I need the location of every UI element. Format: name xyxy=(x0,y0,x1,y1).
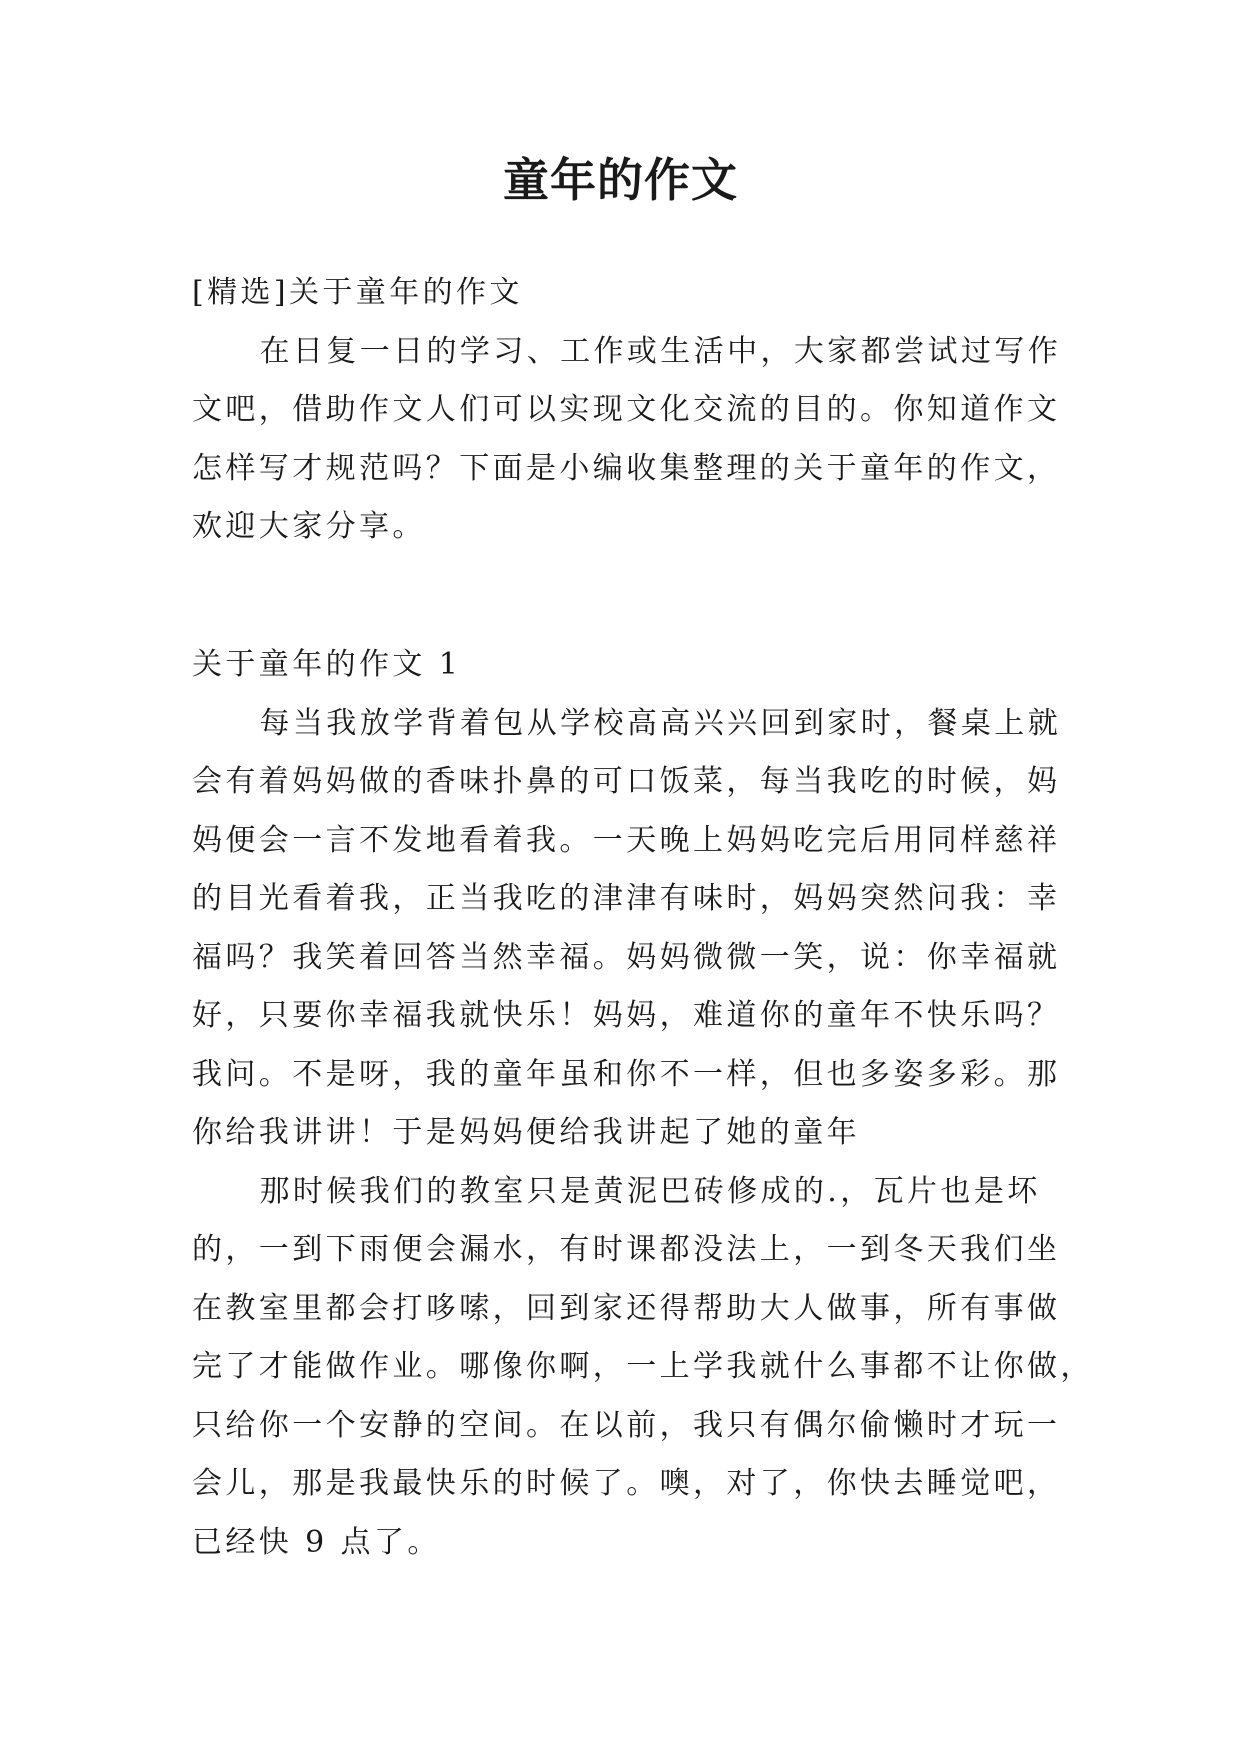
paragraph-line: 只给你一个安静的空间。在以前，我只有偶尔偷懒时才玩一 xyxy=(192,1407,1061,1443)
paragraph-line: 妈便会一言不发地看着我。一天晚上妈妈吃完后用同样慈祥 xyxy=(192,822,1061,858)
paragraph-line: 好，只要你幸福我就快乐！妈妈，难道你的童年不快乐吗？ xyxy=(192,998,1061,1033)
paragraph-line: 完了才能做作业。哪像你啊，一上学我就什么事都不让你做， xyxy=(192,1349,1094,1384)
paragraph-line: 福吗？我笑着回答当然幸福。妈妈微微一笑，说：你幸福就 xyxy=(192,939,1061,975)
intro-paragraph xyxy=(192,323,1068,557)
paragraph-line: 会儿，那是我最快乐的时候了。噢，对了，你快去睡觉吧， xyxy=(192,1466,1061,1501)
essay-paragraph-1 xyxy=(192,695,1068,1163)
intro-line: 在日复一日的学习、工作或生活中，大家都尝试过写作 xyxy=(259,333,1062,369)
section-heading: 关于童年的作文 1 xyxy=(192,647,462,682)
paragraph-line: 会有着妈妈做的香味扑鼻的可口饭菜，每当我吃的时候，妈 xyxy=(192,764,1061,799)
paragraph-line: 在教室里都会打哆嗦，回到家还得帮助大人做事，所有事做 xyxy=(192,1290,1061,1326)
document-title: 童年的作文 xyxy=(503,153,738,207)
subtitle: [精选]关于童年的作文 xyxy=(192,275,523,310)
essay-paragraph-2 xyxy=(192,1163,1094,1573)
intro-line: 欢迎大家分享。 xyxy=(192,509,426,544)
paragraph-line: 已经快 9 点了。 xyxy=(192,1524,441,1560)
essay-block xyxy=(192,636,1094,1572)
intro-line: 怎样写才规范吗？下面是小编收集整理的关于童年的作文， xyxy=(192,450,1061,486)
paragraph-line: 的目光看着我，正当我吃的津津有味时，妈妈突然问我：幸 xyxy=(192,881,1061,916)
intro-line: 文吧，借助作文人们可以实现文化交流的目的。你知道作文 xyxy=(192,392,1061,427)
paragraph-line: 的，一到下雨便会漏水，有时课都没法上，一到冬天我们坐 xyxy=(192,1232,1061,1267)
paragraph-line: 那时候我们的教室只是黄泥巴砖修成的.，瓦片也是坏 xyxy=(259,1173,1041,1209)
intro-block xyxy=(192,264,1068,557)
paragraph-line: 我问。不是呀，我的童年虽和你不一样，但也多姿多彩。那 xyxy=(192,1056,1061,1092)
paragraph-line: 你给我讲讲！于是妈妈便给我讲起了她的童年 xyxy=(192,1115,860,1150)
paragraph-line: 每当我放学背着包从学校高高兴兴回到家时，餐桌上就 xyxy=(259,705,1062,741)
